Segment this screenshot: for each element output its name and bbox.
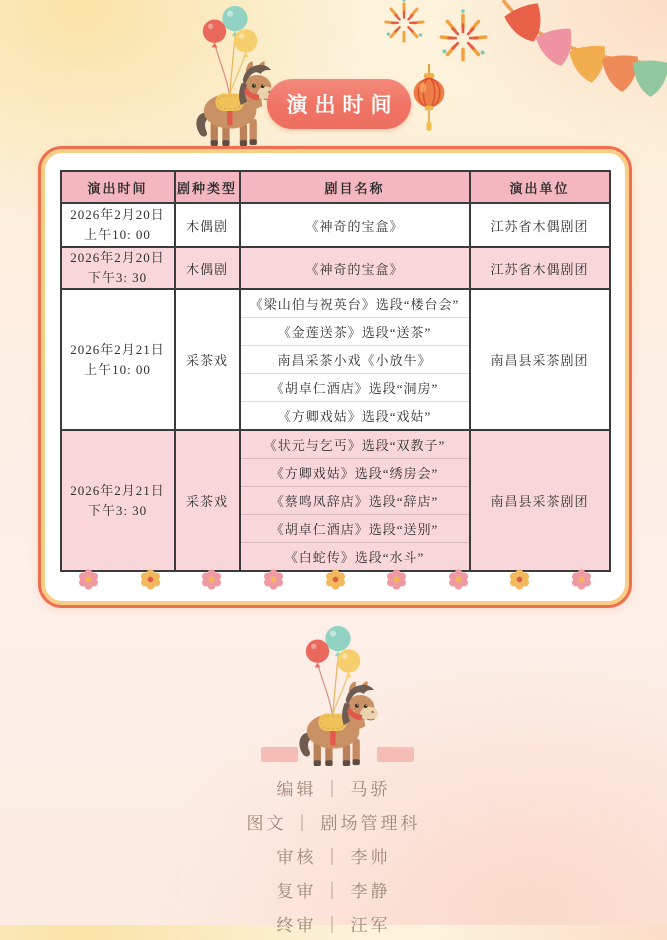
program-list [241, 431, 469, 570]
time-date: 2026年2月20日 [70, 250, 165, 265]
header-time: 演出时间 [61, 171, 175, 203]
page-title: 演出时间 [286, 94, 399, 117]
program-item: 《蔡鸣凤辞店》选段“辞店” [241, 487, 469, 515]
flower-icon [447, 568, 470, 591]
cell-programs [240, 430, 470, 571]
credit-role: 编辑 [276, 779, 317, 799]
credit-name: 剧场管理科 [320, 813, 421, 833]
cell-programs [240, 289, 470, 430]
program-item: 《状元与乞丐》选段“双教子” [241, 431, 469, 459]
cell-programs [240, 203, 470, 247]
program-item: 《金莲送茶》选段“送茶” [241, 318, 469, 346]
table-row [61, 203, 610, 247]
table-row [61, 289, 610, 430]
program-item: 《方卿戏姑》选段“绣房会” [241, 459, 469, 487]
flower-icon [200, 568, 223, 591]
bunting-flags-icon [475, 0, 667, 112]
flower-divider-row [41, 568, 629, 591]
program-list [241, 216, 469, 235]
cell-unit: 南昌县采茶剧团 [470, 289, 610, 430]
credit-line [277, 770, 391, 804]
credit-line [277, 838, 391, 872]
page-title-badge [267, 79, 411, 129]
credit-separator: ｜ [323, 847, 344, 867]
time-hour: 上午10: 00 [84, 227, 151, 242]
table-row [61, 430, 610, 571]
header-program: 剧目名称 [240, 171, 470, 203]
program-item: 南昌采茶小戏《小放牛》 [241, 346, 469, 374]
flower-icon [385, 568, 408, 591]
cell-time [61, 247, 175, 289]
flower-icon [570, 568, 593, 591]
flower-icon [508, 568, 531, 591]
program-item: 《白蛇传》选段“水斗” [284, 550, 425, 566]
time-hour: 下午3: 30 [87, 502, 148, 518]
table-header-row [61, 171, 610, 203]
credit-name: 李静 [350, 881, 391, 901]
cell-type: 采茶戏 [175, 430, 240, 571]
credits-block [0, 770, 667, 940]
credit-name: 马骄 [350, 779, 391, 799]
balloon-pony-icon [286, 622, 386, 768]
program-item: 《梁山伯与祝英台》选段“楼台会” [241, 290, 469, 318]
table-row [61, 247, 610, 289]
cell-programs [240, 247, 470, 289]
cell-time [61, 430, 175, 571]
program-item: 《方卿戏姑》选段“戏姑” [277, 409, 432, 425]
credit-line [277, 872, 391, 906]
credit-name: 汪军 [350, 915, 391, 935]
time-hour: 下午3: 30 [87, 270, 148, 286]
time-hour: 上午10: 00 [84, 361, 151, 377]
credit-separator: ｜ [293, 813, 314, 833]
time-date: 2026年2月20日 [70, 206, 165, 222]
header-unit: 演出单位 [470, 171, 610, 203]
time-date: 2026年2月21日 [70, 341, 165, 357]
credit-role: 审核 [276, 847, 317, 867]
credit-role: 图文 [246, 813, 287, 833]
program-list [241, 290, 469, 429]
program-item: 《神奇的宝盒》 [305, 218, 404, 234]
credit-separator: ｜ [323, 881, 344, 901]
cell-unit: 南昌县采茶剧团 [470, 430, 610, 571]
program-item: 《神奇的宝盒》 [305, 261, 404, 277]
credit-name: 李帅 [350, 847, 391, 867]
cell-unit: 江苏省木偶剧团 [470, 247, 610, 289]
flower-icon [77, 568, 100, 591]
cell-type: 木偶剧 [175, 203, 240, 247]
schedule-card [38, 146, 632, 608]
credit-line [247, 804, 421, 838]
program-item: 《胡卓仁酒店》选段“洞房” [241, 374, 469, 402]
flower-icon [324, 568, 347, 591]
balloon-pony-icon [183, 2, 283, 148]
cell-unit: 江苏省木偶剧团 [470, 203, 610, 247]
schedule-table-body [61, 203, 610, 571]
cell-time [61, 289, 175, 430]
program-item: 《胡卓仁酒店》选段“送别” [241, 515, 469, 543]
fireworks-icon [378, 0, 430, 48]
program-list [241, 259, 469, 278]
header-type: 剧种类型 [175, 171, 240, 203]
credit-role: 终审 [276, 915, 317, 935]
schedule-table [60, 170, 611, 572]
flower-icon [262, 568, 285, 591]
cell-time [61, 203, 175, 247]
flower-icon [139, 568, 162, 591]
credit-line [277, 906, 391, 940]
lantern-icon [408, 64, 450, 136]
credit-separator: ｜ [323, 779, 344, 799]
credit-role: 复审 [276, 881, 317, 901]
time-date: 2026年2月21日 [70, 482, 165, 498]
credit-separator: ｜ [323, 915, 344, 935]
cell-type: 木偶剧 [175, 247, 240, 289]
cell-type: 采茶戏 [175, 289, 240, 430]
